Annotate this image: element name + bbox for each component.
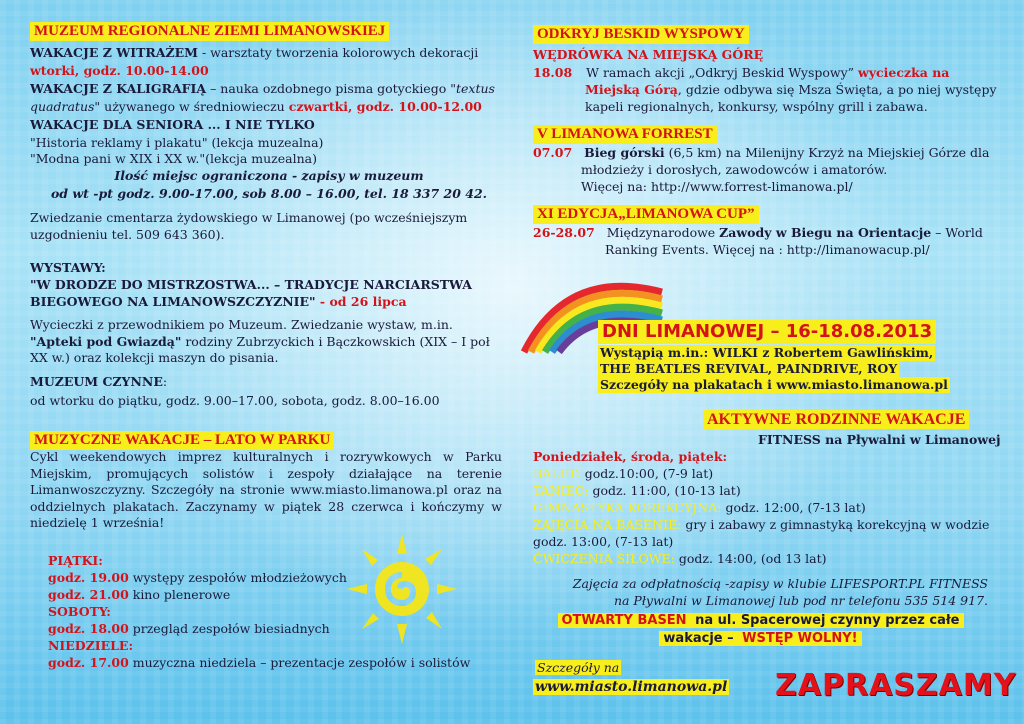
sunday-event-desc: muzyczna niedziela – prezentacje zespołów i solistów	[128, 655, 471, 670]
wystawy-title-1: "W DRODZE DO MISTRZOSTWA... – TRADYCJE NARCIARSTWA	[30, 277, 472, 292]
beskid-desc-3: kapeli regionalnych, konkursy, wspólny grill i zabawa.	[585, 99, 928, 114]
beskid-date: 18.08	[533, 65, 573, 80]
saturday-event	[48, 621, 330, 637]
taniec-line	[533, 483, 741, 499]
basen-desc: gry i zabawy z gimnastyką korekcyjną w wodzie	[681, 517, 990, 532]
forrest-desc-1: (6,5 km) na Milenijny Krzyż na Miejskiej Górze dla	[664, 145, 990, 160]
sun-icon	[345, 532, 460, 647]
kaligrafia-quote-1: "textus	[450, 81, 495, 96]
open-pool-line-2	[659, 631, 861, 646]
taniec-label: TANIEC:	[533, 483, 589, 498]
open-pool-free: WSTĘP WOLNY!	[742, 631, 858, 646]
silowe-line	[533, 551, 827, 567]
cup-title: XI EDYCJA„LIMANOWA CUP”	[533, 205, 759, 224]
forrest-title: V LIMANOWA FORREST	[533, 125, 717, 144]
basen-label: ZAJĘCIA NA BASENIE:	[533, 517, 682, 532]
open-pool-line-1	[558, 613, 964, 628]
saturday-event-desc: przegląd zespołów biesiadnych	[128, 621, 330, 636]
dni-limanowej-title: DNI LIMANOWEJ – 16-18.08.2013	[598, 320, 936, 344]
open-hours: od wtorku do piątku, godz. 9.00–17.00, sobota, godz. 8.00–16.00	[30, 393, 440, 408]
friday-event-1-time: godz. 19.00	[48, 570, 129, 585]
witraz-time: wtorki, godz. 10.00-14.00	[30, 63, 209, 78]
balet-line	[533, 466, 713, 482]
park-description: Cykl weekendowych imprez kulturalnych i rozrywkowych w Parku Miejskim, promujących solistów i zespoły działające na terenie Limanwoszczyzny. Szczegóły na stronie www.miasto.limanowa.pl oraz na oddzielnych plakatach. Zaczynamy w piątek 28 czerwca i kończymy w niedzielę 1 września!	[30, 449, 502, 530]
limit-note-1: Ilość miejsc ograniczona - zapisy w muzeum	[114, 168, 424, 183]
sunday-heading: NIEDZIELE:	[48, 638, 134, 653]
kaligrafia-description-2: używanego w średniowieczu	[100, 99, 289, 114]
cup-bold: Zawody w Biegu na Orientacje	[719, 225, 932, 240]
senior-lesson-2: "Modna pani w XIX i XX w."(lekcja muzealna)	[30, 151, 317, 166]
cup-desc-1: Międzynarodowe	[606, 225, 720, 240]
guide-apteka: "Apteki pod Gwiazdą"	[30, 333, 182, 349]
family-section	[703, 409, 969, 429]
beskid-desc-2: , gdzie odbywa się Msza Święta, a po niej występy	[677, 82, 997, 97]
friday-event-2-desc: kino plenerowe	[128, 587, 231, 602]
wystawy-heading: WYSTAWY:	[30, 260, 106, 275]
open-pool-desc: na ul. Spacerowej czynny przez całe	[690, 613, 960, 628]
senior-heading: WAKACJE DLA SENIORA ... I NIE TYLKO	[30, 117, 315, 132]
kaligrafia-time: czwartki, godz. 10.00-12.00	[288, 99, 482, 114]
gimnastyka-label: GIMNASTYKA KOREKCYJNA:	[533, 500, 722, 515]
friday-event-1-desc: występy zespołów młodzieżowych	[128, 570, 347, 585]
museum-title: MUZEUM REGIONALNE ZIEMI LIMANOWSKIEJ	[30, 22, 389, 41]
cup-date: 26-28.07	[533, 225, 595, 240]
forrest-desc-2: młodzieży i dorosłych, zawodowców i amatorów.	[581, 162, 888, 177]
beskid-desc-bold-1: wycieczka na	[858, 65, 950, 80]
friday-event-2-time: godz. 21.00	[48, 587, 129, 602]
forrest-bold: Bieg górski	[584, 145, 665, 160]
witraz-description: - warsztaty tworzenia kolorowych dekoracji	[197, 45, 479, 60]
wystawy-date: - od 26 lipca	[315, 294, 407, 309]
cup-line-1	[533, 225, 983, 241]
beskid-line-1	[533, 65, 949, 81]
park-section	[30, 429, 334, 450]
beskid-subtitle: WĘDRÓWKA NA MIEJSKĄ GÓRĘ	[533, 47, 764, 62]
forrest-date: 07.07	[533, 145, 573, 160]
kaligrafia-heading: WAKACJE Z KALIGRAFIĄ	[30, 81, 207, 96]
wystawy-title-2: BIEGOWEGO NA LIMANOWSZCZYZNIE"	[30, 294, 316, 309]
balet-label: BALET:	[533, 466, 581, 481]
cup-desc-2: – World	[931, 225, 983, 240]
family-subtitle: FITNESS na Pływalni w Limanowej	[758, 432, 1001, 447]
dni-line-2: THE BEATLES REVIVAL, PAINDRIVE, ROY	[600, 361, 898, 376]
open-pool-holidays: wakacje –	[663, 631, 739, 646]
cemetery-note: Zwiedzanie cmentarza żydowskiego w Limanowej (po wcześniejszym uzgodnieniu tel. 509 643 360).	[30, 210, 468, 242]
witraz-line	[30, 45, 478, 61]
open-colon: :	[162, 374, 168, 389]
balet-time: godz.10:00, (7-9 lat)	[580, 466, 714, 481]
open-pool-name: OTWARTY BASEN	[561, 613, 687, 628]
open-heading-line	[30, 374, 167, 390]
beskid-section	[533, 23, 749, 44]
friday-event-1	[48, 570, 347, 586]
family-days: Poniedziałek, środa, piątek:	[533, 449, 728, 464]
park-title: MUZYCZNE WAKACJE – LATO W PARKU	[30, 431, 334, 450]
saturday-heading: SOBOTY:	[48, 604, 111, 619]
dni-limanowej-details	[598, 345, 950, 393]
museum-section	[30, 20, 389, 41]
beskid-desc-bold-2: Miejską Górą	[585, 82, 678, 97]
family-title: AKTYWNE RODZINNE WAKACJE	[703, 410, 969, 429]
beskid-line-2	[585, 82, 997, 98]
footer-site-link[interactable]: www.miasto.limanowa.pl	[535, 679, 728, 695]
senior-lesson-1: "Historia reklamy i plakatu" (lekcja muzealna)	[30, 135, 324, 150]
taniec-time: godz. 11:00, (10-13 lat)	[588, 483, 741, 498]
paid-note-2: na Pływalni w Limanowej lub pod nr telefonu 535 514 917.	[613, 593, 988, 608]
beskid-title: ODKRYJ BESKID WYSPOWY	[533, 25, 749, 44]
limit-note-2: od wt -pt godz. 9.00-17.00, sob 8.00 – 16.00, tel. 18 337 20 42.	[50, 186, 488, 201]
silowe-label: ĆWICZENIA SIŁOWE:	[533, 551, 675, 566]
footer-details: Szczegóły na	[537, 660, 620, 675]
friday-heading: PIĄTKI:	[48, 553, 103, 568]
friday-event-2	[48, 587, 230, 603]
dni-line-3: Szczegóły na plakatach i www.miasto.limanowa.pl	[600, 377, 948, 392]
gimnastyka-line	[533, 500, 866, 516]
guide-text-2: rodziny Zubrzyckich i Bączkowskich (XIX – I poł XX w.) oraz kolekcji maszyn do pisania.	[30, 333, 490, 365]
sunday-event-time: godz. 17.00	[48, 655, 129, 670]
wystawy-title-line-2	[30, 294, 407, 310]
dni-line-1: Wystąpią m.in.: WILKI z Robertem Gawlińskim,	[600, 345, 934, 360]
footer-site-wrap	[533, 678, 729, 696]
open-heading: MUZEUM CZYNNE	[30, 374, 163, 389]
gimnastyka-time: godz. 12:00, (7-13 lat)	[721, 500, 866, 515]
paid-note-1: Zajęcia za odpłatnością -zapisy w klubie LIFESPORT.PL FITNESS	[572, 576, 988, 591]
guide-paragraph	[30, 317, 500, 367]
kaligrafia-description: – nauka ozdobnego pisma gotyckiego	[206, 81, 451, 96]
kaligrafia-line-2	[30, 99, 482, 115]
forrest-desc-3: Więcej na: http://www.forrest-limanowa.pl/	[581, 179, 853, 194]
silowe-time: godz. 14:00, (od 13 lat)	[674, 551, 827, 566]
witraz-heading: WAKACJE Z WITRAŻEM	[30, 45, 198, 60]
kaligrafia-line	[30, 81, 495, 97]
zapraszamy-heading: ZAPRASZAMY	[775, 668, 1017, 703]
sunday-event	[48, 655, 470, 671]
beskid-desc-1: W ramach akcji „Odkryj Beskid Wyspowy”	[586, 65, 859, 80]
forrest-line-1	[533, 145, 989, 161]
cup-desc-3: Ranking Events. Więcej na : http://limanowacup.pl/	[605, 242, 930, 257]
forrest-section	[533, 123, 717, 144]
basen-line	[533, 517, 989, 533]
guide-text-1: Wycieczki z przewodnikiem po Muzeum. Zwiedzanie wystaw, m.in.	[30, 317, 453, 332]
cup-section	[533, 203, 759, 224]
basen-time: godz. 13:00, (7-13 lat)	[533, 534, 674, 549]
open-pool-notice	[548, 612, 973, 648]
saturday-event-time: godz. 18.00	[48, 621, 129, 636]
footer-details-label	[535, 660, 621, 676]
kaligrafia-quote-2: quadratus"	[30, 99, 101, 114]
